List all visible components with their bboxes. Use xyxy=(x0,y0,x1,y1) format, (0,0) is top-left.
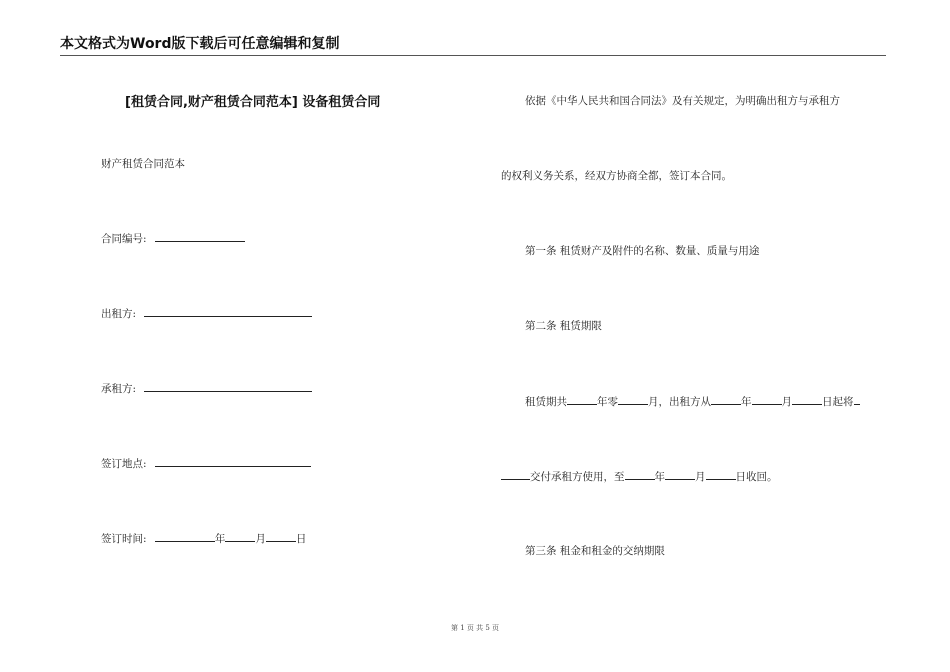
period-text-5: 月 xyxy=(781,396,792,408)
contract-number-blank[interactable] xyxy=(155,230,245,242)
start-year-blank[interactable] xyxy=(711,393,741,405)
lessor-label: 出租方: xyxy=(101,308,137,320)
period-months-blank[interactable] xyxy=(618,393,648,405)
period2-text-4: 日收回。 xyxy=(735,471,778,483)
month-blank[interactable] xyxy=(225,530,255,542)
period2-text-1: 交付承租方使用，至 xyxy=(530,471,625,483)
period-text-2: 年零 xyxy=(597,396,618,408)
lessee-row xyxy=(101,380,312,396)
signing-place-row xyxy=(101,455,311,471)
day-blank[interactable] xyxy=(266,530,296,542)
article-3-heading: 第三条 租金和租金的交纳期限 xyxy=(525,545,665,557)
end-day-blank[interactable] xyxy=(706,468,736,480)
lessor-blank[interactable] xyxy=(144,305,312,317)
property-blank-end[interactable] xyxy=(501,468,530,480)
contract-number-label: 合同编号: xyxy=(101,233,147,245)
day-char: 日 xyxy=(295,533,307,545)
article-2-heading: 第二条 租赁期限 xyxy=(525,320,602,332)
preamble-line-2: 的权利义务关系，经双方协商全都，签订本合同。 xyxy=(501,170,732,182)
end-month-blank[interactable] xyxy=(665,468,695,480)
start-month-blank[interactable] xyxy=(752,393,782,405)
signing-time-row xyxy=(101,530,306,546)
lease-period-line-1 xyxy=(525,393,860,409)
signing-time-label: 签订时间: xyxy=(101,533,147,545)
period-text-4: 年 xyxy=(741,396,752,408)
signing-place-blank[interactable] xyxy=(155,455,311,467)
article-1-heading: 第一条 租赁财产及附件的名称、数量、质量与用途 xyxy=(525,245,760,257)
lessee-blank[interactable] xyxy=(144,380,312,392)
period2-text-3: 月 xyxy=(695,471,706,483)
end-year-blank[interactable] xyxy=(625,468,655,480)
lessee-label: 承租方: xyxy=(101,383,137,395)
period-text-3: 月，出租方从 xyxy=(648,396,711,408)
property-blank-start[interactable] xyxy=(854,393,860,405)
signing-place-label: 签订地点: xyxy=(101,458,147,470)
period-text-6: 日起将 xyxy=(822,396,854,408)
period-text-1: 租赁期共 xyxy=(525,396,567,408)
period-years-blank[interactable] xyxy=(567,393,597,405)
page-header: 本文格式为Word版下载后可任意编辑和复制 xyxy=(60,33,886,56)
year-blank[interactable] xyxy=(155,530,215,542)
page-number: 第 1 页 共 5 页 xyxy=(450,624,500,632)
start-day-blank[interactable] xyxy=(792,393,822,405)
period2-text-2: 年 xyxy=(654,471,665,483)
subtitle: 财产租赁合同范本 xyxy=(101,158,185,170)
contract-number-row xyxy=(101,230,245,246)
lease-period-line-2 xyxy=(501,468,778,484)
preamble-line-1: 依据《中华人民共和国合同法》及有关规定，为明确出租方与承租方 xyxy=(525,95,840,107)
document-title: [租赁合同,财产租赁合同范本] 设备租赁合同 xyxy=(125,95,381,110)
month-char: 月 xyxy=(255,533,266,545)
lessor-row xyxy=(101,305,312,321)
year-char: 年 xyxy=(214,533,226,545)
